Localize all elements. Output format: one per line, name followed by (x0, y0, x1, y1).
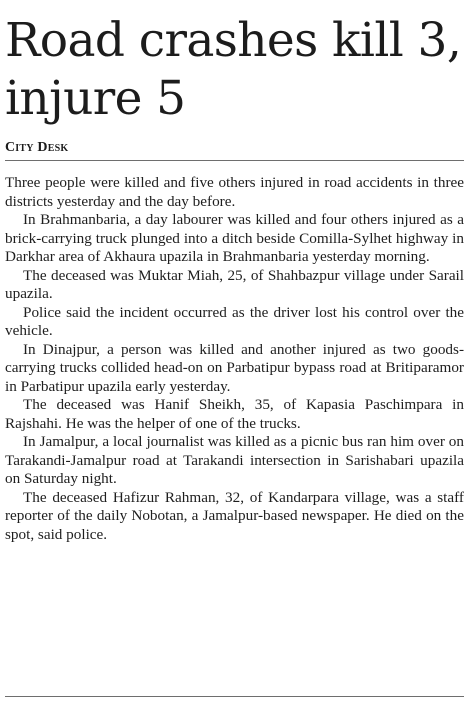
bottom-divider (5, 696, 464, 697)
article-paragraph: The deceased Hafizur Rahman, 32, of Kandarpara village, was a staff reporter of the daily Nobotan, a Jamalpur-based newspaper. He died on the spot, said police. (5, 488, 464, 543)
article-paragraph: The deceased was Hanif Sheikh, 35, of Kapasia Paschimpara in Rajshahi. He was the helper of one of the trucks. (5, 396, 464, 432)
article-paragraph: In Jamalpur, a local journalist was killed as a picnic bus ran him over on Tarakandi-Jamalpur road at Tarakandi intersection in Sarishabari upazila on Saturday night. (5, 433, 464, 487)
article-paragraph: The deceased was Muktar Miah, 25, of Shahbazpur village under Sarail upazila. (5, 266, 464, 302)
top-divider (5, 160, 464, 161)
article-paragraph: In Brahmanbaria, a day labourer was killed and four others injured as a brick-carrying truck plunged into a ditch beside Comilla-Sylhet highway in Darkhar area of Akhaura upazila in Brahmanbaria yesterday morning. (5, 211, 464, 265)
headline: Road crashes kill 3, injure 5 (5, 13, 462, 126)
article-paragraph: Three people were killed and five others injured in road accidents in three districts yesterday and the day before. (5, 174, 464, 210)
article-paragraph: Police said the incident occurred as the driver lost his control over the vehicle. (5, 303, 464, 339)
article-body (5, 174, 464, 544)
article-paragraph: In Dinajpur, a person was killed and another injured as two goods-carrying trucks collided head-on on Parbatipur bypass road at Britiparamor in Parbatipur upazila early yesterday. (5, 340, 464, 395)
byline: City Desk (5, 140, 69, 155)
